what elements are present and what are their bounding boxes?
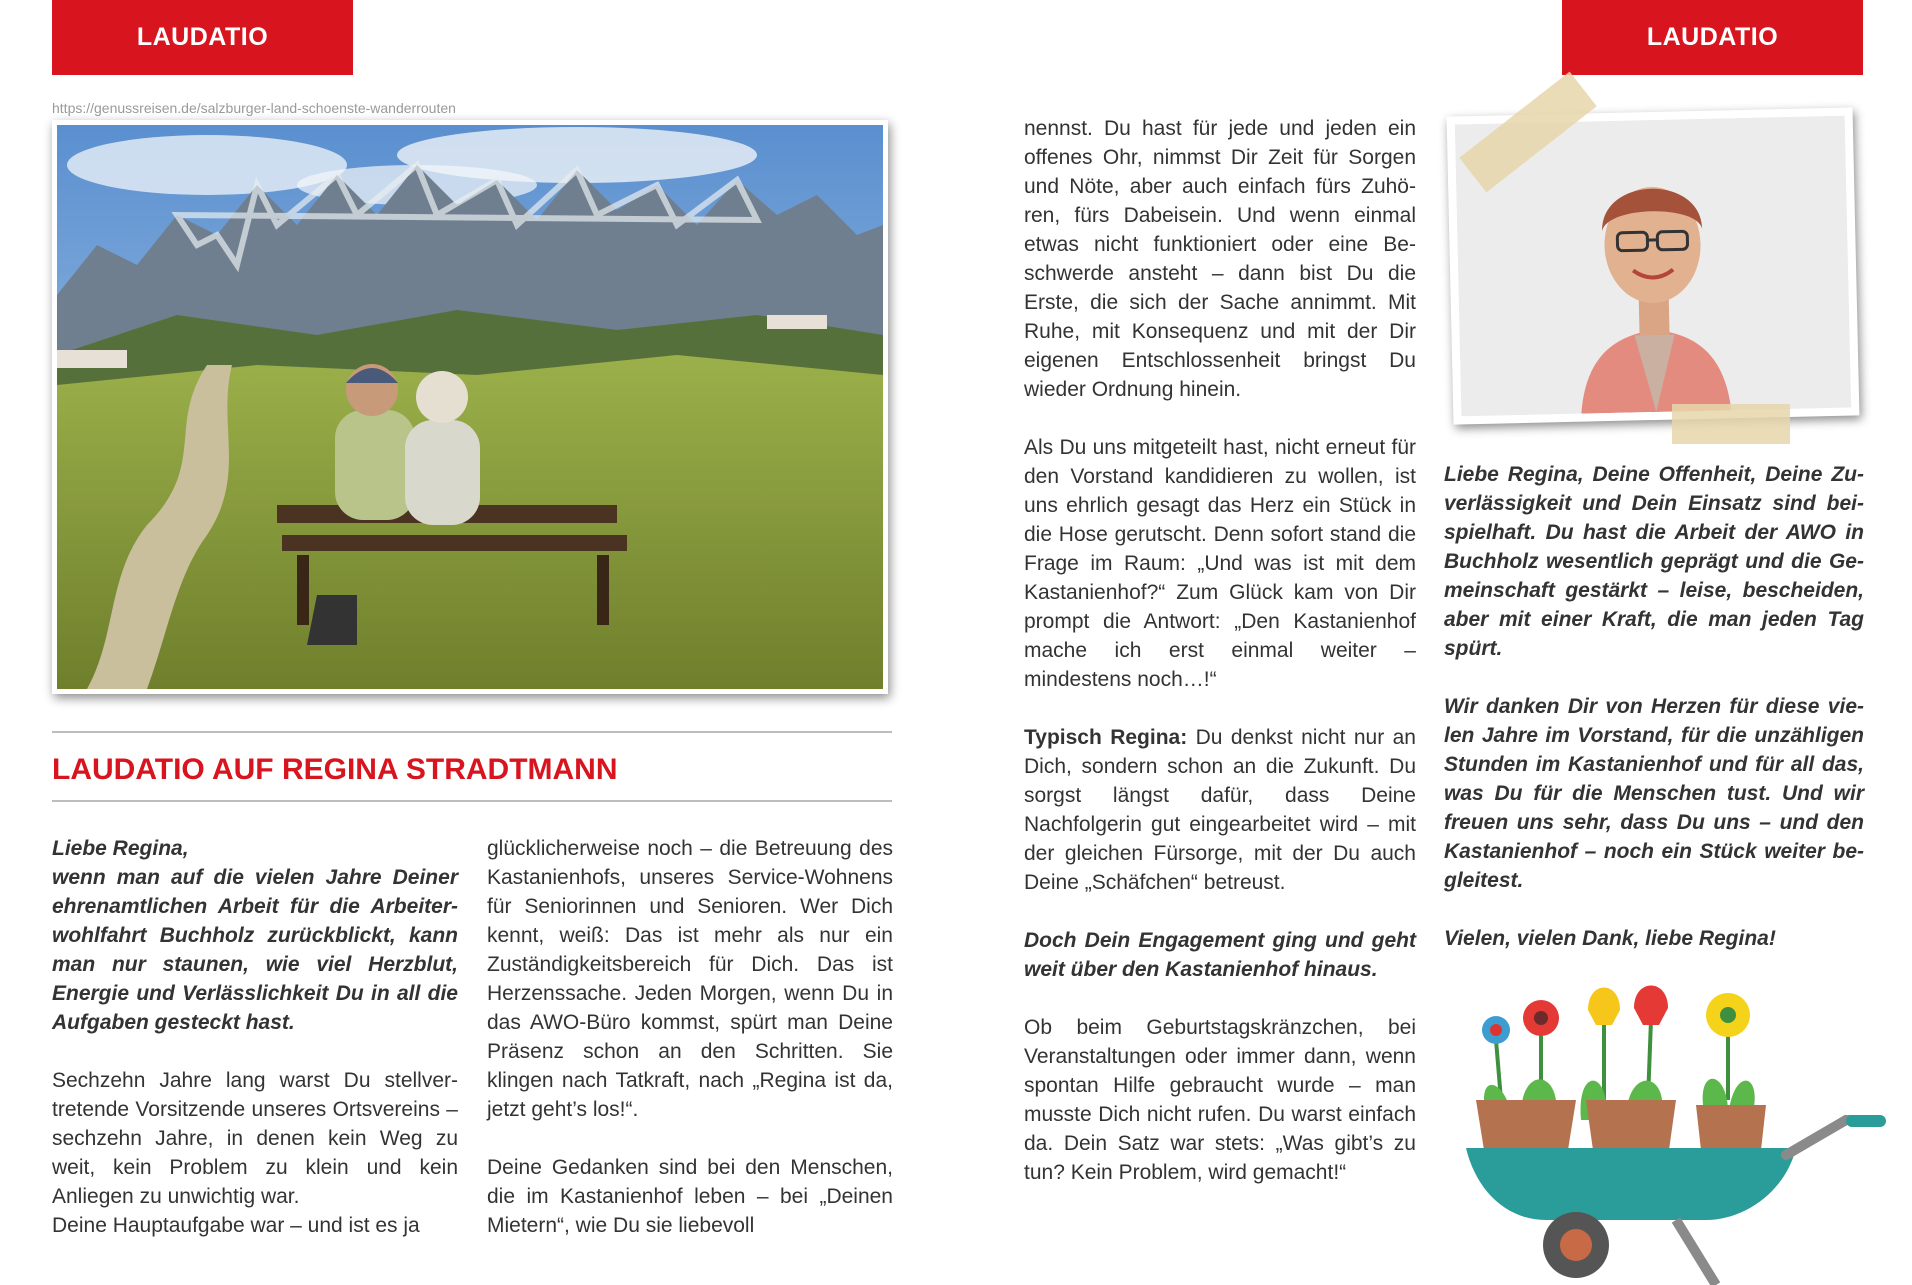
photo-source-url: https://genussreisen.de/salzburger-land-schoenste-wanderrouten (52, 100, 456, 116)
bold-lead: Typisch Regina: (1024, 726, 1188, 749)
text-column-3 (1024, 114, 1416, 1216)
tulip-yellow (1588, 988, 1620, 1026)
section-tab-left: LAUDATIO (52, 0, 353, 75)
paragraph-rest: Du denkst nicht nur an Dich, sondern schon an die Zukunft. Du sorgst längst dafür, dass Deine Nachfolgerin gut eingearbeitet wird – mit der gleichen Fürsorge, mit der Du auch Deine „Schäfchen“ betreust. (1024, 726, 1416, 894)
flower-yellow (1706, 993, 1750, 1037)
body-paragraph (1024, 723, 1416, 897)
closing-line: Vielen, vielen Dank, liebe Regina! (1444, 927, 1776, 950)
body-paragraph: Deine Hauptaufgabe war – und ist es ja (52, 1214, 420, 1237)
flower-blue (1482, 1016, 1510, 1044)
tulip-red (1634, 986, 1668, 1026)
tribute-paragraph: Liebe Regina, Deine Offenheit, Deine Zuverlässigkeit und Dein Einsatz sind beispielhaft. Du hast die Arbeit der AWO in Buchholz wesentlich geprägt und die Gemeinschaft gestärkt – leise, bescheiden, aber mit einer Kraft, die man jeden Tag spürt. (1444, 463, 1864, 660)
flower-wheelbarrow-icon (1466, 970, 1886, 1285)
body-paragraph: Ob beim Geburtstagskränzchen, bei Veranstaltungen oder immer dann, wenn spontan Hilfe gebraucht wurde – man musste Dich nicht rufen. Du warst einfach da. Dein Satz war stets: „Was gibt’s zu tun? Kein Problem, wird gemacht!“ (1024, 1016, 1416, 1184)
body-paragraph: nennst. Du hast für jede und jeden ein offenes Ohr, nimmst Dir Zeit für Sorgen und Nöte, aber auch einfach fürs Zuhören, fürs Dabeisein. Und wenn einmal etwas nicht funktioniert oder eine Beschwerde ansteht – dann bist Du die Erste, die sich der Sache annimmt. Mit Ruhe, mit Konsequenz und mit der Dir eigenen Entschlossenheit bringst Du wieder Ordnung hinein. (1024, 117, 1416, 401)
text-column-1 (52, 834, 458, 1269)
tribute-paragraph: Wir danken Dir von Herzen für diese vielen Jahre im Vorstand, für die unzähligen Stunden im Kastanienhof und für all das, was Du für die Menschen tust. Und wir freuen uns sehr, dass Du uns – und den Kastanienhof – noch ein Stück weiter begleitest. (1444, 695, 1864, 892)
tape-strip-bottom (1672, 404, 1790, 444)
text-column-2 (487, 834, 893, 1269)
body-paragraph: glücklicherweise noch – die Betreuung des Kastanienhofs, unseres Service-Wohnens für Seniorinnen und Senioren. Wer Dich kennt, weiß: Das ist mehr als nur ein Zuständigkeitsbereich für Dich. Das ist Herzenssache. Jeden Morgen, wenn Du in das AWO-Büro kommst, spürt man Deine Präsenz schon an den Schritten. Sie klingen nach Tatkraft, nach „Regina ist da, jetzt geht’s los!“. (487, 837, 893, 1121)
flower-red (1523, 1000, 1559, 1036)
section-tab-right: LAUDATIO (1562, 0, 1863, 75)
headline-rule-bottom (52, 800, 892, 802)
text-column-4 (1444, 460, 1864, 982)
body-paragraph: Sechzehn Jahre lang warst Du stellvertretende Vorsitzende unseres Ortsvereins – sechzehn Jahre, in denen kein Weg zu weit, kein Problem zu klein und kein Anliegen zu unwichtig war. (52, 1069, 458, 1208)
headline-rule-top (52, 731, 892, 733)
landscape-icon (57, 125, 883, 689)
mountain-bench-photo (52, 120, 888, 694)
body-paragraph: Als Du uns mitgeteilt hast, nicht erneut für den Vorstand kandidieren zu wollen, ist uns ehrlich gesagt das Herz ein Stück in die Hose gerutscht. Denn sofort stand die Frage im Raum: „Und was ist mit dem Kastanienhof?“ Zum Glück kam von Dir prompt die Antwort: „Den Kastanienhof mache ich erst einmal weiter – mindestens noch…!“ (1024, 436, 1416, 691)
intro-paragraph: wenn man auf die vielen Jahre Deiner ehrenamtlichen Arbeit für die Arbeiterwohlfahrt Buchholz zurückblickt, kann man nur staunen, wie viel Herzblut, Energie und Verlässlichkeit Du in all die Aufgaben gesteckt hast. (52, 866, 458, 1034)
salutation: Liebe Regina, (52, 837, 189, 860)
emphasis-paragraph: Doch Dein Engagement ging und geht weit über den Kastanienhof hinaus. (1024, 929, 1416, 981)
page-title: LAUDATIO AUF REGINA STRADTMANN (52, 753, 618, 786)
body-paragraph: Deine Gedanken sind bei den Menschen, die im Kastanienhof leben – bei „Deinen Mietern“, wie Du sie liebevoll (487, 1156, 893, 1237)
